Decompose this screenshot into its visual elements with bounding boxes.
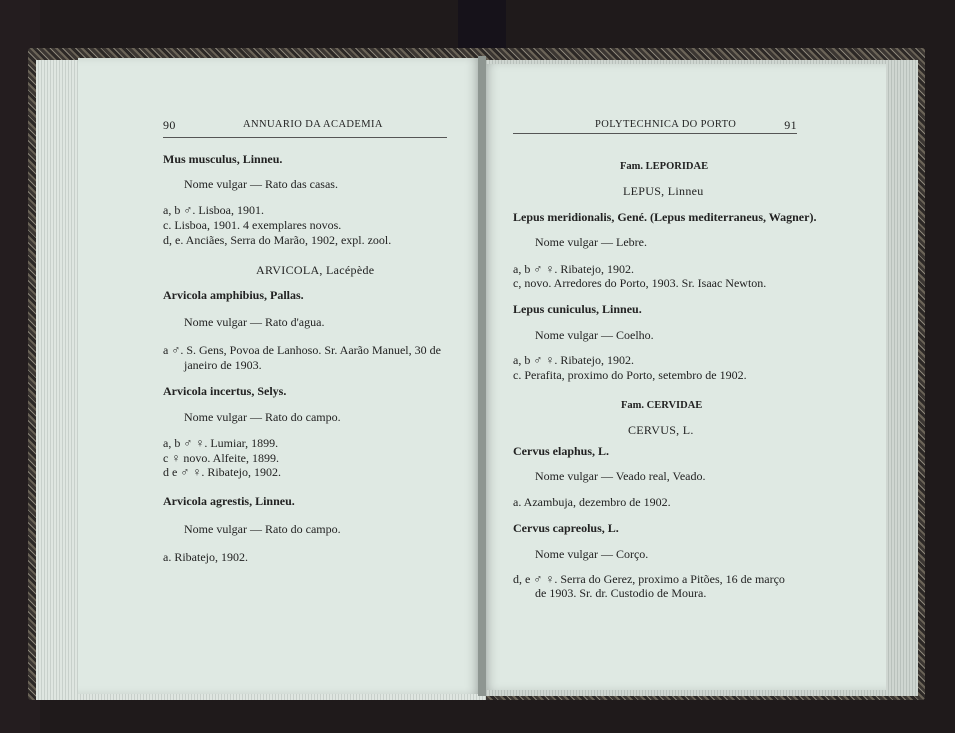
specimen-line: c. Perafita, proximo do Porto, setembro de 1902.: [513, 368, 747, 382]
species-heading: Lepus meridionalis, Gené. (Lepus mediterraneus, Wagner).: [513, 210, 817, 224]
common-name-line: Nome vulgar — Lebre.: [535, 235, 647, 249]
common-name-line: Nome vulgar — Rato do campo.: [184, 410, 341, 424]
species-heading: Cervus elaphus, L.: [513, 444, 610, 458]
specimen-line: a, b ♂ ♀. Ribatejo, 1902.: [513, 353, 634, 367]
specimen-line: d e ♂ ♀. Ribatejo, 1902.: [163, 465, 281, 479]
family-heading: Fam. CERVIDAE: [621, 400, 703, 411]
specimen-line: d, e ♂ ♀. Serra do Gerez, proximo a Pitões, 16 de março: [513, 572, 785, 586]
specimen-line: c ♀ novo. Alfeite, 1899.: [163, 451, 279, 465]
common-name-line: Nome vulgar — Coelho.: [535, 328, 654, 342]
right-page-number: 91: [784, 118, 797, 132]
species-heading: Cervus capreolus, L.: [513, 521, 619, 535]
common-name-line: Nome vulgar — Rato das casas.: [184, 177, 338, 191]
specimen-line: a, b ♂. Lisboa, 1901.: [163, 203, 264, 217]
species-heading: Arvicola amphibius, Pallas.: [163, 288, 304, 302]
left-page-number: 90: [163, 118, 176, 132]
genus-heading: CERVUS, L.: [628, 423, 694, 437]
common-name-line: Nome vulgar — Veado real, Veado.: [535, 469, 706, 483]
specimen-line: a, b ♂ ♀. Ribatejo, 1902.: [513, 262, 634, 276]
species-heading: Lepus cuniculus, Linneu.: [513, 302, 642, 316]
species-heading: Arvicola agrestis, Linneu.: [163, 494, 295, 508]
specimen-line: janeiro de 1903.: [184, 358, 262, 372]
specimen-line: a. Azambuja, dezembro de 1902.: [513, 495, 671, 509]
specimen-line: a ♂. S. Gens, Povoa de Lanhoso. Sr. Aarão Manuel, 30 de: [163, 343, 441, 357]
specimen-line: de 1903. Sr. dr. Custodio de Moura.: [535, 586, 707, 600]
common-name-line: Nome vulgar — Rato do campo.: [184, 522, 341, 536]
specimen-line: c, novo. Arredores do Porto, 1903. Sr. Isaac Newton.: [513, 276, 767, 290]
specimen-line: c. Lisboa, 1901. 4 exemplares novos.: [163, 218, 342, 232]
right-running-title: POLYTECHNICA DO PORTO: [595, 119, 737, 130]
species-heading: Mus musculus, Linneu.: [163, 152, 283, 166]
common-name-line: Nome vulgar — Rato d'agua.: [184, 315, 325, 329]
specimen-line: a, b ♂ ♀. Lumiar, 1899.: [163, 436, 279, 450]
specimen-line: d, e. Anciães, Serra do Marão, 1902, expl. zool.: [163, 233, 392, 247]
common-name-line: Nome vulgar — Corço.: [535, 547, 649, 561]
genus-heading: ARVICOLA, Lacépède: [256, 263, 375, 277]
book-gutter: [478, 56, 486, 696]
right-running-head: [513, 118, 797, 134]
left-running-title: ANNUARIO DA ACADEMIA: [243, 119, 383, 130]
specimen-line: a. Ribatejo, 1902.: [163, 550, 248, 564]
species-heading: Arvicola incertus, Selys.: [163, 384, 287, 398]
left-running-head: [163, 118, 447, 138]
genus-heading: LEPUS, Linneu: [623, 184, 704, 198]
family-heading: Fam. LEPORIDAE: [620, 161, 709, 172]
